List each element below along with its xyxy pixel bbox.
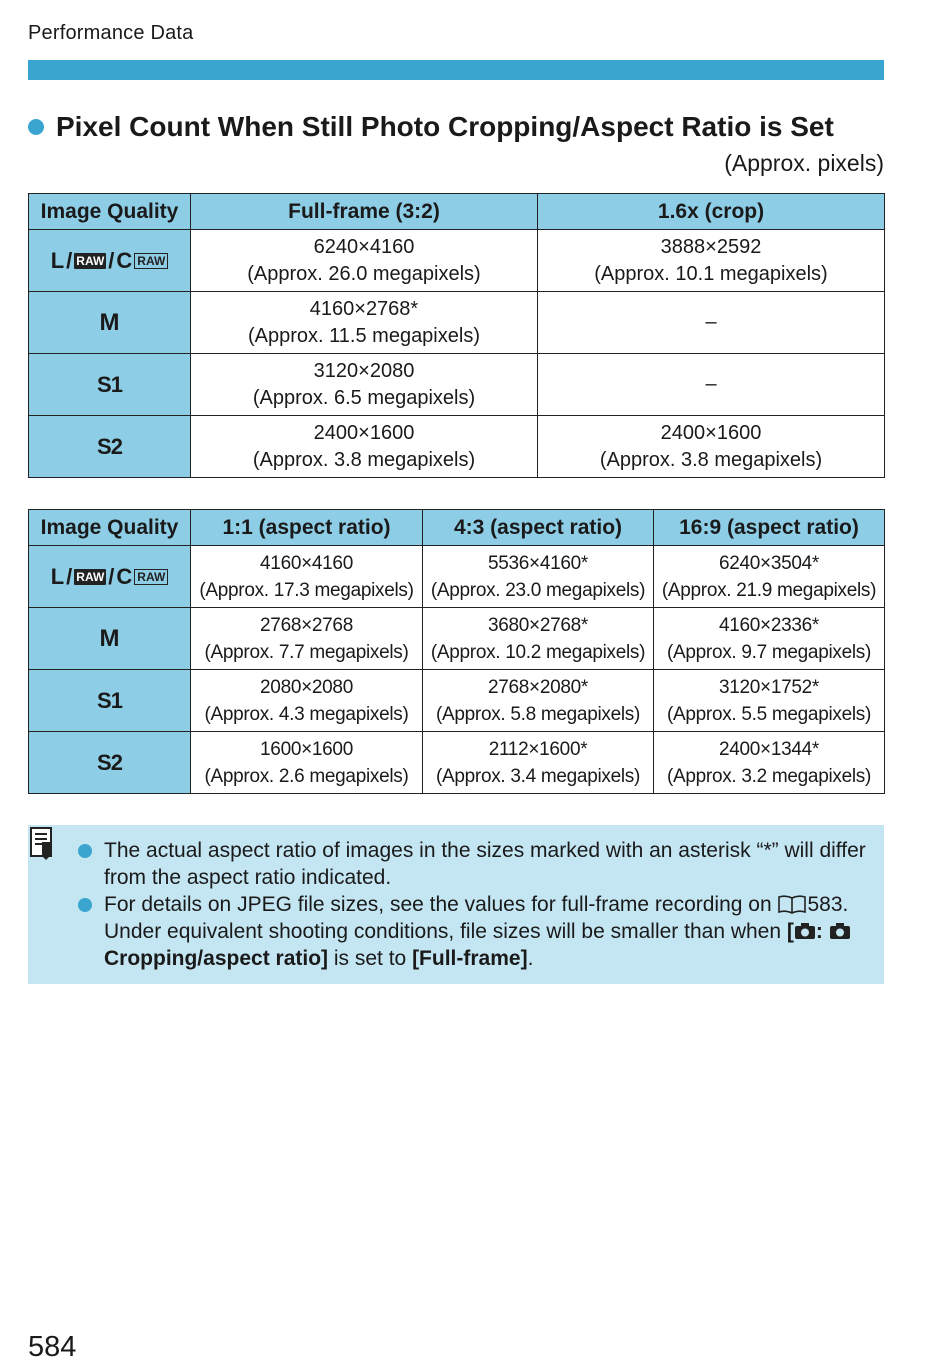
- pixel-cell: 3120×2080 (Approx. 6.5 megapixels): [191, 354, 538, 416]
- quality-cell-m: M: [29, 608, 191, 670]
- table-row: [29, 416, 885, 478]
- bullet-icon: [78, 844, 92, 858]
- pixel-cell: 1600×1600 (Approx. 2.6 megapixels): [191, 732, 423, 794]
- quality-cell-l-raw: [29, 546, 191, 608]
- note-item: For details on JPEG file sizes, see the values for full-frame recording on 583. Under equivalent shooting conditions, file sizes will be smaller than when [ : Cropping/aspect ratio] is set to [Full-frame].: [78, 891, 868, 972]
- pixel-cell: 2080×2080 (Approx. 4.3 megapixels): [191, 670, 423, 732]
- bullet-icon: [78, 898, 92, 912]
- pixel-cell: 4160×2768* (Approx. 11.5 megapixels): [191, 292, 538, 354]
- table-header-row: [29, 510, 885, 546]
- pixel-cell: 3120×1752* (Approx. 5.5 megapixels): [654, 670, 885, 732]
- column-header: 16:9 (aspect ratio): [654, 510, 885, 546]
- section-title-text: Pixel Count When Still Photo Cropping/Aspect Ratio is Set: [56, 111, 834, 142]
- running-header: Performance Data: [28, 22, 194, 44]
- pixel-cell: 2768×2768 (Approx. 7.7 megapixels): [191, 608, 423, 670]
- table-row: [29, 292, 885, 354]
- section-title: [28, 111, 834, 143]
- fullframe-crop-table: [28, 193, 885, 478]
- quality-l-raw-craw-icon: L / RAW / C RAW: [51, 248, 169, 274]
- book-icon: [777, 894, 807, 914]
- camera-icon: [794, 922, 816, 940]
- quality-cell-s1: S1: [29, 354, 191, 416]
- unit-note: (Approx. pixels): [724, 150, 884, 176]
- pixel-cell: 2400×1600 (Approx. 3.8 megapixels): [538, 416, 885, 478]
- pixel-cell: –: [538, 292, 885, 354]
- column-header: Image Quality: [29, 194, 191, 230]
- quality-cell-s2: S2: [29, 416, 191, 478]
- note-item: The actual aspect ratio of images in the sizes marked with an asterisk “*” will differ from the aspect ratio indicated.: [78, 837, 868, 891]
- aspect-ratio-table: [28, 509, 885, 794]
- pixel-cell: 6240×3504* (Approx. 21.9 megapixels): [654, 546, 885, 608]
- pixel-cell: 2400×1600 (Approx. 3.8 megapixels): [191, 416, 538, 478]
- pixel-cell: 5536×4160* (Approx. 23.0 megapixels): [423, 546, 654, 608]
- table-row: [29, 354, 885, 416]
- quality-cell-l-raw: [29, 230, 191, 292]
- pixel-cell: 2768×2080* (Approx. 5.8 megapixels): [423, 670, 654, 732]
- memo-icon: [30, 827, 56, 861]
- table-row: [29, 608, 885, 670]
- pixel-cell: –: [538, 354, 885, 416]
- table-row: [29, 732, 885, 794]
- column-header: Image Quality: [29, 510, 191, 546]
- camera-icon: [829, 922, 851, 940]
- table-row: [29, 546, 885, 608]
- quality-cell-s2: S2: [29, 732, 191, 794]
- pixel-cell: 6240×4160 (Approx. 26.0 megapixels): [191, 230, 538, 292]
- column-header: 1:1 (aspect ratio): [191, 510, 423, 546]
- pixel-cell: 3680×2768* (Approx. 10.2 megapixels): [423, 608, 654, 670]
- page-number: 584: [28, 1331, 77, 1363]
- pixel-cell: 2400×1344* (Approx. 3.2 megapixels): [654, 732, 885, 794]
- note-box: [28, 825, 884, 984]
- column-header: Full-frame (3:2): [191, 194, 538, 230]
- quality-cell-s1: S1: [29, 670, 191, 732]
- pixel-cell: 4160×4160 (Approx. 17.3 megapixels): [191, 546, 423, 608]
- column-header: 4:3 (aspect ratio): [423, 510, 654, 546]
- table-header-row: [29, 194, 885, 230]
- pixel-cell: 4160×2336* (Approx. 9.7 megapixels): [654, 608, 885, 670]
- column-header: 1.6x (crop): [538, 194, 885, 230]
- table-row: [29, 230, 885, 292]
- pixel-cell: 2112×1600* (Approx. 3.4 megapixels): [423, 732, 654, 794]
- table-row: [29, 670, 885, 732]
- pixel-cell: 3888×2592 (Approx. 10.1 megapixels): [538, 230, 885, 292]
- quality-cell-m: M: [29, 292, 191, 354]
- quality-l-raw-craw-icon: L / RAW / C RAW: [51, 564, 169, 590]
- bullet-icon: [28, 119, 44, 135]
- header-bar: [28, 60, 884, 80]
